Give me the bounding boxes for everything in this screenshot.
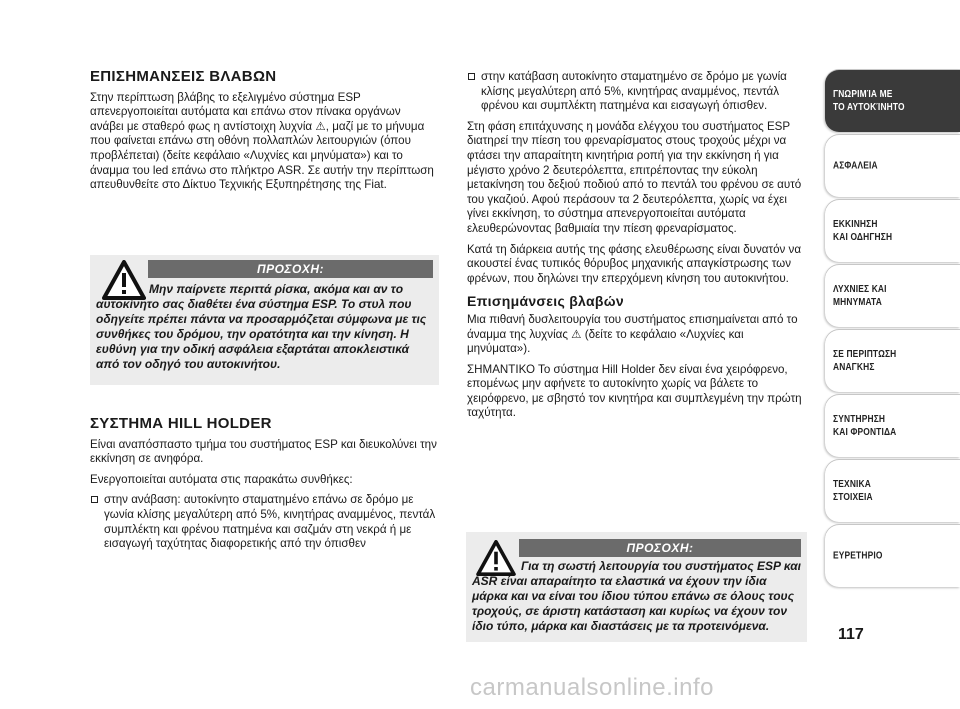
hill-paragraph-2: Ενεργοποιείται αυτόματα στις παρακάτω συνθήκες: — [90, 472, 353, 486]
warning-title: ΠΡΟΣΟΧΗ: — [148, 260, 433, 278]
tab-label: ΕΥΡΕΤΗΡΙΟ — [833, 549, 883, 562]
tab-index[interactable] — [825, 525, 960, 587]
important-paragraph: ΣΗΜΑΝΤΙΚΟ Το σύστημα Hill Holder δεν είναι ένα χειρόφρενο, επομένως μην αφήνετε το αυτοκίνητο χωρίς να βάλετε το χειρόφρενο, με σβηστό τον κινητήρα και συμπλεγμένη την πρώτη ταχύτητα. — [467, 362, 802, 420]
left-column — [90, 70, 437, 199]
tab-technical-data[interactable] — [825, 460, 960, 522]
tab-maintenance[interactable] — [825, 395, 960, 457]
warning-box-left — [90, 255, 439, 385]
tab-label: ΓΝΩΡΙΜΊΑ ΜΕ ΤΟ ΑΥΤΟΚΊΝΗΤΟ — [833, 88, 905, 113]
page-number: 117 — [838, 626, 864, 643]
warning-text: Μην παίρνετε περιττά ρίσκα, ακόμα και αν το αυτοκίνητο σας διαθέτει ένα σύστημα ESP. Το στυλ που οδηγείτε πρέπει πάντα να προσαρμόζεται σύμφωνα με τις συνθήκες του δρόμου, την ορατότητα και την κίνηση. Η ευθύνη για την οδική ασφάλεια εξαρτάται αποκλειστικά από τον οδηγό του αυτοκινήτου. — [96, 282, 427, 371]
fault-signal-paragraph: Μια πιθανή δυσλειτουργία του συστήματος επισημαίνεται από το άναμμα της λυχνίας ⚠ (δείτε το κεφάλαιο «Λυχνίες και μηνύματα»). — [467, 312, 798, 356]
warning-box-middle — [466, 532, 807, 642]
tab-emergency[interactable] — [825, 330, 960, 392]
tab-warning-lights[interactable] — [825, 265, 960, 327]
release-paragraph: Κατά τη διάρκεια αυτής της φάσης ελευθέρωσης είναι δυνατόν να ακουστεί ένας τυπικός θόρυβος μηχανικής απαγκίστρωσης των φρένων, που δηλώνει την επερχόμενη κίνηση του αυτοκινήτου. — [467, 242, 802, 285]
bullet-text: στην κατάβαση αυτοκίνητο σταματημένο σε δρόμο με γωνία κλίσης μεγαλύτερη από 5%, κινητήρας αναμμένος, πεντάλ φρένου και συμπλέκτη πατημένα και εισαγωγή όπισθεν. — [481, 70, 787, 113]
checkbox-bullet-icon — [91, 496, 98, 503]
hill-paragraph-1: Είναι αναπόσπαστο τμήμα του συστήματος ESP και διευκολύνει την εκκίνηση σε ανηφόρα. — [90, 437, 437, 466]
fault-paragraph: Στην περίπτωση βλάβης το εξελιγμένο σύστημα ESP απενεργοποιείται αυτόματα και επάνω στον πίνακα οργάνων ανάβει με σταθερό φως η αντίστοιχη λυχνία ⚠, μαζί με το μήνυμα που φαίνεται επάνω στη οθόνη πολλαπλών λειτουργιών (όπου προβλέπεται) (δείτε κεφάλαιο «Λυχνίες και μηνύματα») και το άναμμα του led επάνω στο πλήκτρο ASR. Σε αυτήν την περίπτωση απευθυνθείτε στο Δίκτυο Τεχνικής Εξυπηρέτησης της Fiat. — [90, 90, 434, 192]
chapter-tabs — [825, 70, 960, 590]
tab-label: ΣΕ ΠΕΡΙΠΤΩΣΗ ΑΝΑΓΚΗΣ — [833, 348, 897, 373]
tab-label: ΑΣΦΑΛΕΙΑ — [833, 159, 878, 172]
bullet-text: στην ανάβαση: αυτοκίνητο σταματημένο επάνω σε δρόμο με γωνία κλίσης μεγαλύτερη από 5%, κινητήρας αναμμένος, πεντάλ συμπλέκτη και φρένου πατημένα και σαζμάν στη νεκρά ή με εισαγωγή ταχύτητας διαφορετικής από την όπισθεν — [104, 493, 436, 551]
warning-text: Για τη σωστή λειτουργία του συστήματος ESP και ASR είναι απαραίτητο τα ελαστικά να έχουν την ίδια μάρκα και να είναι του ίδιου τύπου επάνω σε όλους τους τροχούς, σε άριστη κατάσταση και κυρίως να έχουν τον ίδιο τύπο, μάρκα και διαστάσεις με τα προτεινόμενα. — [472, 559, 801, 633]
tab-label: ΛΥΧΝΙΕΣ ΚΑΙ ΜΗΝΥΜΑΤΑ — [833, 283, 887, 308]
acceleration-paragraph: Στη φάση επιτάχυνσης η μονάδα ελέγχου του συστήματος ESP διατηρεί την πίεση του φρεναρίσματος στους τροχούς μέχρι να φτάσει την απαραίτητη κινητήρια ροπή για την εκκίνηση ή για μέγιστο χρόνο 2 δευτερόλεπτα, επιτρέποντας την εύκολη μετακίνηση του δεξιού ποδιού από το πεντάλ του φρένου σε αυτό του γκαζιού. Αφού περάσουν τα 2 δευτερόλεπτα, χωρίς να έχει γίνει εκκίνηση, το σύστημα απενεργοποιείται αυτόματα ελευθερώνοντας βαθμιαία την πίεση φρεναρίσματος. — [467, 119, 802, 235]
watermark: carmanualsonline.info — [470, 674, 714, 701]
subheading-fault-signals: Επισημάνσεις βλαβών — [467, 293, 624, 310]
checkbox-bullet-icon — [468, 73, 475, 80]
tab-getting-to-know[interactable] — [825, 70, 960, 132]
left-column-lower — [90, 417, 437, 558]
tab-safety[interactable] — [825, 135, 960, 197]
list-item — [90, 493, 437, 551]
section-heading-fault: ΕΠΙΣΗΜΑΝΣΕΙΣ ΒΛΑΒΩΝ — [90, 68, 277, 85]
middle-column — [467, 70, 807, 427]
list-item — [467, 70, 807, 114]
section-heading-hill-holder: ΣΥΣΤΗΜΑ HILL HOLDER — [90, 415, 272, 432]
tab-label: ΕΚΚΙΝΗΣΗ ΚΑΙ ΟΔΗΓΗΣΗ — [833, 218, 893, 243]
warning-title: ΠΡΟΣΟΧΗ: — [519, 539, 801, 557]
tab-starting-driving[interactable] — [825, 200, 960, 262]
tab-label: ΣΥΝΤΗΡΗΣΗ ΚΑΙ ΦΡΟΝΤΙΔΑ — [833, 413, 897, 438]
tab-label: ΤΕΧΝΙΚΑ ΣΤΟΙΧΕΙΑ — [833, 478, 873, 503]
